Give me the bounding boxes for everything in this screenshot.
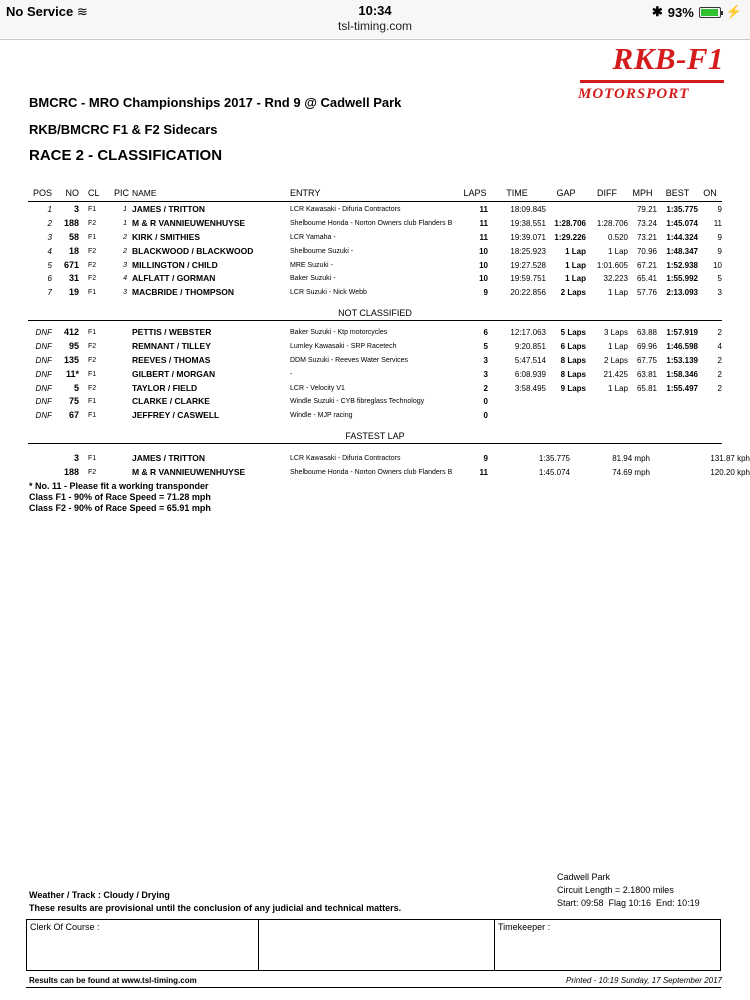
status-right <box>652 4 742 20</box>
col-best: BEST <box>665 188 690 199</box>
weather-block <box>29 889 401 915</box>
cell-pic: 1 <box>123 206 127 214</box>
cell-time: 12:17.063 <box>510 328 546 338</box>
cell-diff: 2 Laps <box>603 355 628 365</box>
cell-entry: LCR Yamaha - <box>290 233 336 241</box>
cell-cl: F2 <box>88 356 97 364</box>
cell-best <box>657 395 698 409</box>
table-row <box>28 272 722 286</box>
cell-no: 412 <box>63 327 79 338</box>
cell-fl-mph: 74.69 mph <box>612 468 650 478</box>
cell-fl-time: 1:35.775 <box>538 454 570 464</box>
cell-pos: DNF <box>35 369 52 379</box>
cell-name: REMNANT / TILLEY <box>132 341 211 352</box>
table-row <box>28 326 722 340</box>
note-f2-speed: Class F2 - 90% of Race Speed = 65.91 mph <box>29 503 211 513</box>
cell-time: 19:39.071 <box>510 232 546 242</box>
cell-no: 5 <box>73 382 79 393</box>
timekeeper-cell: Timekeeper : <box>498 922 551 932</box>
cell-mph: 63.81 <box>636 369 657 379</box>
cell-diff: 1 Lap <box>607 383 628 393</box>
col-time: TIME <box>506 188 528 199</box>
notes <box>29 481 211 514</box>
cell-mph <box>628 409 657 423</box>
cell-diff: 1:28.706 <box>596 219 628 229</box>
col-pic: PIC <box>114 188 130 199</box>
cell-pos: DNF <box>35 342 52 352</box>
cell-gap <box>546 409 586 423</box>
cell-best: 1:57.919 <box>666 328 698 338</box>
cell-best: 1:55.497 <box>666 383 698 393</box>
cell-pic: 2 <box>123 247 127 255</box>
cell-mph: 70.96 <box>636 246 657 256</box>
cell-time: 18:25.923 <box>510 246 546 256</box>
cell-mph: 73.21 <box>636 232 657 242</box>
cell-best: 1:45.074 <box>666 219 698 229</box>
cell-gap: 1 Lap <box>565 260 586 270</box>
table-row <box>28 452 750 466</box>
results-header <box>28 187 722 202</box>
cell-cl: F2 <box>88 247 97 255</box>
col-no: NO <box>65 188 79 199</box>
weather-text: Weather / Track : Cloudy / Drying <box>29 890 170 900</box>
cell-on: 2 <box>717 328 722 338</box>
footer-printed: Printed - 10:19 Sunday, 17 September 2017 <box>566 976 722 985</box>
cell-pos: DNF <box>35 328 52 338</box>
cell-diff: 3 Laps <box>603 328 628 338</box>
cell-laps: 6 <box>483 328 488 338</box>
cell-cl: F2 <box>88 469 97 477</box>
cell-time <box>488 395 546 409</box>
col-gap: GAP <box>556 188 576 199</box>
cell-entry: Lumley Kawasaki - SRP Racetech <box>290 343 397 351</box>
charging-icon: ⚡ <box>725 4 742 19</box>
cell-diff <box>586 203 628 217</box>
cell-entry: MRE Suzuki - <box>290 261 333 269</box>
cell-cl: F1 <box>88 233 97 241</box>
cell-laps: 2 <box>483 383 488 393</box>
cell-cl: F2 <box>88 384 97 392</box>
cell-gap <box>546 203 586 217</box>
cell-time: 5:47.514 <box>514 355 546 365</box>
cell-lap: 9 <box>483 454 488 464</box>
cell-on: 2 <box>717 383 722 393</box>
cell-pic <box>107 326 132 340</box>
table-row <box>28 381 722 395</box>
col-on: ON <box>703 188 717 199</box>
cell-best: 1:46.598 <box>666 342 698 352</box>
table-row <box>28 395 722 409</box>
col-diff: DIFF <box>597 188 617 199</box>
cell-pic <box>107 452 132 466</box>
cell-diff: 1:01.605 <box>596 260 628 270</box>
note-f1-speed: Class F1 - 90% of Race Speed = 71.28 mph <box>29 492 211 502</box>
cell-diff: 0.520 <box>607 232 628 242</box>
cell-name: CLARKE / CLARKE <box>132 396 210 407</box>
cell-name: M & R VANNIEUWENHUYSE <box>132 467 246 478</box>
table-row <box>28 203 722 217</box>
cell-best: 1:35.775 <box>666 205 698 215</box>
cell-gap: 8 Laps <box>560 355 586 365</box>
circuit-length: Circuit Length = 2.1800 miles <box>557 885 674 895</box>
cell-fl-time: 1:45.074 <box>538 468 570 478</box>
event-title: BMCRC - MRO Championships 2017 - Rnd 9 @ Cadwell Park <box>29 95 402 110</box>
table-row <box>28 244 722 258</box>
table-row <box>28 258 722 272</box>
cell-cl: F1 <box>88 412 97 420</box>
wifi-icon: ≋ <box>76 4 88 19</box>
cell-diff <box>586 409 628 423</box>
cell-entry: LCR Suzuki - Nick Webb <box>290 289 367 297</box>
col-pos: POS <box>32 188 52 199</box>
cell-on: 9 <box>717 205 722 215</box>
cell-cl: F2 <box>88 261 97 269</box>
footer-divider <box>26 987 721 988</box>
logo-bar <box>580 80 724 83</box>
cell-diff: 1 Lap <box>607 246 628 256</box>
cell-on: 4 <box>717 342 722 352</box>
cell-mph: 57.76 <box>636 288 657 298</box>
fastest-lap-table <box>28 452 750 480</box>
cell-fl-mph: 81.94 mph <box>612 454 650 464</box>
table-row <box>28 286 722 300</box>
class-title: RKB/BMCRC F1 & F2 Sidecars <box>29 122 218 137</box>
cell-mph: 67.75 <box>636 355 657 365</box>
cell-pos: 6 <box>47 274 52 284</box>
cell-time: 3:58.495 <box>514 383 546 393</box>
logo-sub: MOTORSPORT <box>578 86 690 102</box>
cell-gap: 1 Lap <box>565 246 586 256</box>
cell-pic <box>107 466 132 480</box>
cell-no: 67 <box>68 410 79 421</box>
circuit-name: Cadwell Park <box>557 872 611 882</box>
cell-no: 18 <box>68 245 79 256</box>
not-classified-table <box>28 326 722 423</box>
cell-gap: 1:28.706 <box>554 219 586 229</box>
table-row <box>28 217 722 231</box>
cell-mph <box>628 395 657 409</box>
cell-time: 18:09.845 <box>510 205 546 215</box>
cell-best: 1:48.347 <box>666 246 698 256</box>
table-row <box>28 367 722 381</box>
cell-gap: 5 Laps <box>560 328 586 338</box>
cell-pic: 2 <box>123 233 127 241</box>
cell-no: 3 <box>73 204 79 215</box>
cell-on: 9 <box>717 246 722 256</box>
cell-best: 1:52.938 <box>666 260 698 270</box>
address-bar-url[interactable]: tsl-timing.com <box>337 19 412 33</box>
fastest-lap-title: FASTEST LAP <box>28 431 722 444</box>
cell-time: 6:08.939 <box>514 369 546 379</box>
cell-laps: 0 <box>483 397 488 407</box>
cell-pos: 5 <box>47 260 52 270</box>
cell-laps: 3 <box>483 355 488 365</box>
cell-cl: F1 <box>88 370 97 378</box>
cell-gap <box>546 395 586 409</box>
cell-pos: DNF <box>35 355 52 365</box>
cell-laps: 9 <box>483 288 488 298</box>
note-transponder: * No. 11 - Please fit a working transponder <box>29 481 209 491</box>
clock: 10:34 <box>358 3 392 18</box>
cell-mph: 65.81 <box>636 383 657 393</box>
cell-on: 10 <box>713 260 722 270</box>
cell-entry: Shelbourne Honda - Norton Owners club Flanders B <box>290 469 453 477</box>
cell-diff: 32.223 <box>603 274 628 284</box>
cell-laps: 5 <box>483 342 488 352</box>
cell-no: 19 <box>68 287 79 298</box>
cell-pic <box>107 340 132 354</box>
cell-no: 75 <box>68 396 79 407</box>
clerk-of-course-cell: Clerk Of Course : <box>27 920 259 970</box>
cell-best: 1:44.324 <box>666 232 698 242</box>
results-document <box>0 41 750 1000</box>
cell-on: 3 <box>717 288 722 298</box>
cell-pic: 4 <box>123 275 127 283</box>
cell-laps: 3 <box>483 369 488 379</box>
battery-fill <box>701 9 718 16</box>
cell-name: JEFFREY / CASWELL <box>132 410 220 421</box>
cell-pic: 3 <box>123 289 127 297</box>
cell-pos: 1 <box>47 205 52 215</box>
cell-cl: F1 <box>88 398 97 406</box>
battery-icon <box>699 7 721 18</box>
classified-table <box>28 203 722 300</box>
cell-no: 95 <box>68 341 79 352</box>
cell-entry: DDM Suzuki - Reeves Water Services <box>290 356 408 364</box>
cell-laps: 11 <box>479 232 488 242</box>
cell-pic <box>107 381 132 395</box>
cell-name: MILLINGTON / CHILD <box>132 259 218 270</box>
cell-name: KIRK / SMITHIES <box>132 231 201 242</box>
cell-time: 9:20.851 <box>514 342 546 352</box>
cell-mph: 63.88 <box>636 328 657 338</box>
cell-pic <box>107 395 132 409</box>
cell-best: 1:53.139 <box>666 355 698 365</box>
provisional-text: These results are provisional until the conclusion of any judicial and technical matters. <box>29 903 402 913</box>
cell-name: REEVES / THOMAS <box>132 354 211 365</box>
cell-no: 188 <box>63 218 79 229</box>
cell-gap: 9 Laps <box>560 383 586 393</box>
table-row <box>28 231 722 245</box>
cell-pos: 4 <box>47 246 52 256</box>
table-row <box>28 354 722 368</box>
cell-name: JAMES / TRITTON <box>132 453 206 464</box>
cell-time: 19:27.528 <box>510 260 546 270</box>
cell-cl: F2 <box>88 343 97 351</box>
cell-mph: 65.41 <box>636 274 657 284</box>
cell-name: BLACKWOOD / BLACKWOOD <box>132 245 254 256</box>
cell-name: TAYLOR / FIELD <box>132 382 198 393</box>
not-classified-title: NOT CLASSIFIED <box>28 308 722 321</box>
cell-pos: 2 <box>47 219 52 229</box>
cell-pic <box>107 409 132 423</box>
cell-pos: DNF <box>35 383 52 393</box>
race-title: RACE 2 - CLASSIFICATION <box>29 147 223 164</box>
cell-on <box>698 395 722 409</box>
blank-cell <box>259 920 495 970</box>
cell-laps: 0 <box>483 411 488 421</box>
cell-entry: LCR Kawasaki - Difuria Contractors <box>290 455 401 463</box>
cell-gap: 6 Laps <box>560 342 586 352</box>
cell-best: 1:58.346 <box>666 369 698 379</box>
cell-entry: Shelbourne Suzuki - <box>290 247 354 255</box>
signature-box <box>26 919 721 971</box>
cell-pos <box>28 466 52 480</box>
cell-pic: 3 <box>123 261 127 269</box>
col-name: NAME <box>132 188 157 199</box>
cell-name: M & R VANNIEUWENHUYSE <box>132 218 246 229</box>
cell-cl: F2 <box>88 220 97 228</box>
cell-no: 11* <box>65 368 79 379</box>
cell-laps: 11 <box>479 219 488 229</box>
col-cl: CL <box>88 188 100 199</box>
cell-time: 19:38.551 <box>510 219 546 229</box>
cell-mph: 73.24 <box>636 219 657 229</box>
cell-fl-kph: 131.87 kph <box>710 454 750 464</box>
table-row <box>28 340 722 354</box>
cell-pos: 7 <box>47 288 52 298</box>
cell-cl: F1 <box>88 206 97 214</box>
cell-pos: DNF <box>35 411 52 421</box>
cell-time <box>488 409 546 423</box>
cell-entry: LCR Kawasaki - Difuria Contractors <box>290 206 401 214</box>
cell-cl: F1 <box>88 455 97 463</box>
cell-entry: Windle - MJP racing <box>290 412 353 420</box>
cell-laps: 10 <box>479 246 488 256</box>
cell-best: 2:13.093 <box>666 288 698 298</box>
cell-best <box>657 409 698 423</box>
col-entry: ENTRY <box>290 188 321 199</box>
cell-no: 671 <box>63 259 79 270</box>
cell-laps: 11 <box>479 205 488 215</box>
cell-no: 3 <box>73 453 79 464</box>
cell-entry: Baker Suzuki - Ktp motorcycles <box>290 329 388 337</box>
cell-gap: 2 Laps <box>560 288 586 298</box>
cell-gap: 8 Laps <box>560 369 586 379</box>
cell-laps: 10 <box>479 274 488 284</box>
cell-cl: F1 <box>88 329 97 337</box>
circuit-info <box>557 871 700 910</box>
status-bar <box>0 0 750 40</box>
cell-cl: F1 <box>88 289 97 297</box>
cell-on: 9 <box>717 232 722 242</box>
col-laps: LAPS <box>463 188 487 199</box>
cell-time: 20:22.856 <box>510 288 546 298</box>
cell-on: 2 <box>717 369 722 379</box>
bluetooth-icon: ✱ <box>651 4 663 19</box>
cell-name: MACBRIDE / THOMPSON <box>132 287 234 298</box>
rkb-f1-logo <box>578 43 726 105</box>
cell-cl: F2 <box>88 275 97 283</box>
cell-mph: 69.96 <box>636 342 657 352</box>
cell-on: 11 <box>713 219 722 229</box>
cell-diff: 1 Lap <box>607 342 628 352</box>
table-row <box>28 466 750 480</box>
cell-no: 31 <box>68 273 79 284</box>
cell-diff <box>586 395 628 409</box>
cell-no: 58 <box>68 231 79 242</box>
cell-no: 135 <box>63 354 79 365</box>
table-row <box>28 409 722 423</box>
cell-mph: 79.21 <box>636 205 657 215</box>
cell-lap: 11 <box>479 468 488 478</box>
cell-time: 19:59.751 <box>510 274 546 284</box>
cell-name: PETTIS / WEBSTER <box>132 327 212 338</box>
cell-name: GILBERT / MORGAN <box>132 368 216 379</box>
cell-pic: 1 <box>123 220 127 228</box>
cell-no: 188 <box>63 467 79 478</box>
cell-on: 5 <box>717 274 722 284</box>
cell-diff: 1 Lap <box>607 288 628 298</box>
cell-entry: Windle Suzuki - CYB fibreglass Technology <box>290 398 425 406</box>
cell-gap: 1:29.226 <box>554 232 586 242</box>
battery-percent: 93% <box>667 4 694 20</box>
cell-best: 1:55.992 <box>666 274 698 284</box>
cell-pos: 3 <box>47 232 52 242</box>
cell-pic <box>107 367 132 381</box>
cell-name: ALFLATT / GORMAN <box>132 273 216 284</box>
cell-diff: 21.425 <box>603 369 628 379</box>
cell-entry: LCR - Velocity V1 <box>290 384 345 392</box>
carrier: No Service ≋ <box>6 4 88 19</box>
race-times: Start: 09:58 Flag 10:16 End: 10:19 <box>557 898 700 908</box>
cell-fl-kph: 120.20 kph <box>710 468 750 478</box>
cell-gap: 1 Lap <box>565 274 586 284</box>
cell-pic <box>107 354 132 368</box>
logo-main: RKB-F1 <box>612 41 724 76</box>
cell-pos <box>28 452 52 466</box>
footer-results-url: Results can be found at www.tsl-timing.com <box>29 976 197 985</box>
cell-mph: 67.21 <box>636 260 657 270</box>
cell-pos: DNF <box>35 397 52 407</box>
cell-entry: Shelbourne Honda - Norton Owners club Flanders B <box>290 220 453 228</box>
cell-on <box>698 409 722 423</box>
col-mph: MPH <box>632 188 653 199</box>
cell-entry: Baker Suzuki - <box>290 275 336 283</box>
cell-name: JAMES / TRITTON <box>132 204 206 215</box>
cell-laps: 10 <box>479 260 488 270</box>
cell-entry: - <box>290 370 293 378</box>
cell-on: 2 <box>717 355 722 365</box>
